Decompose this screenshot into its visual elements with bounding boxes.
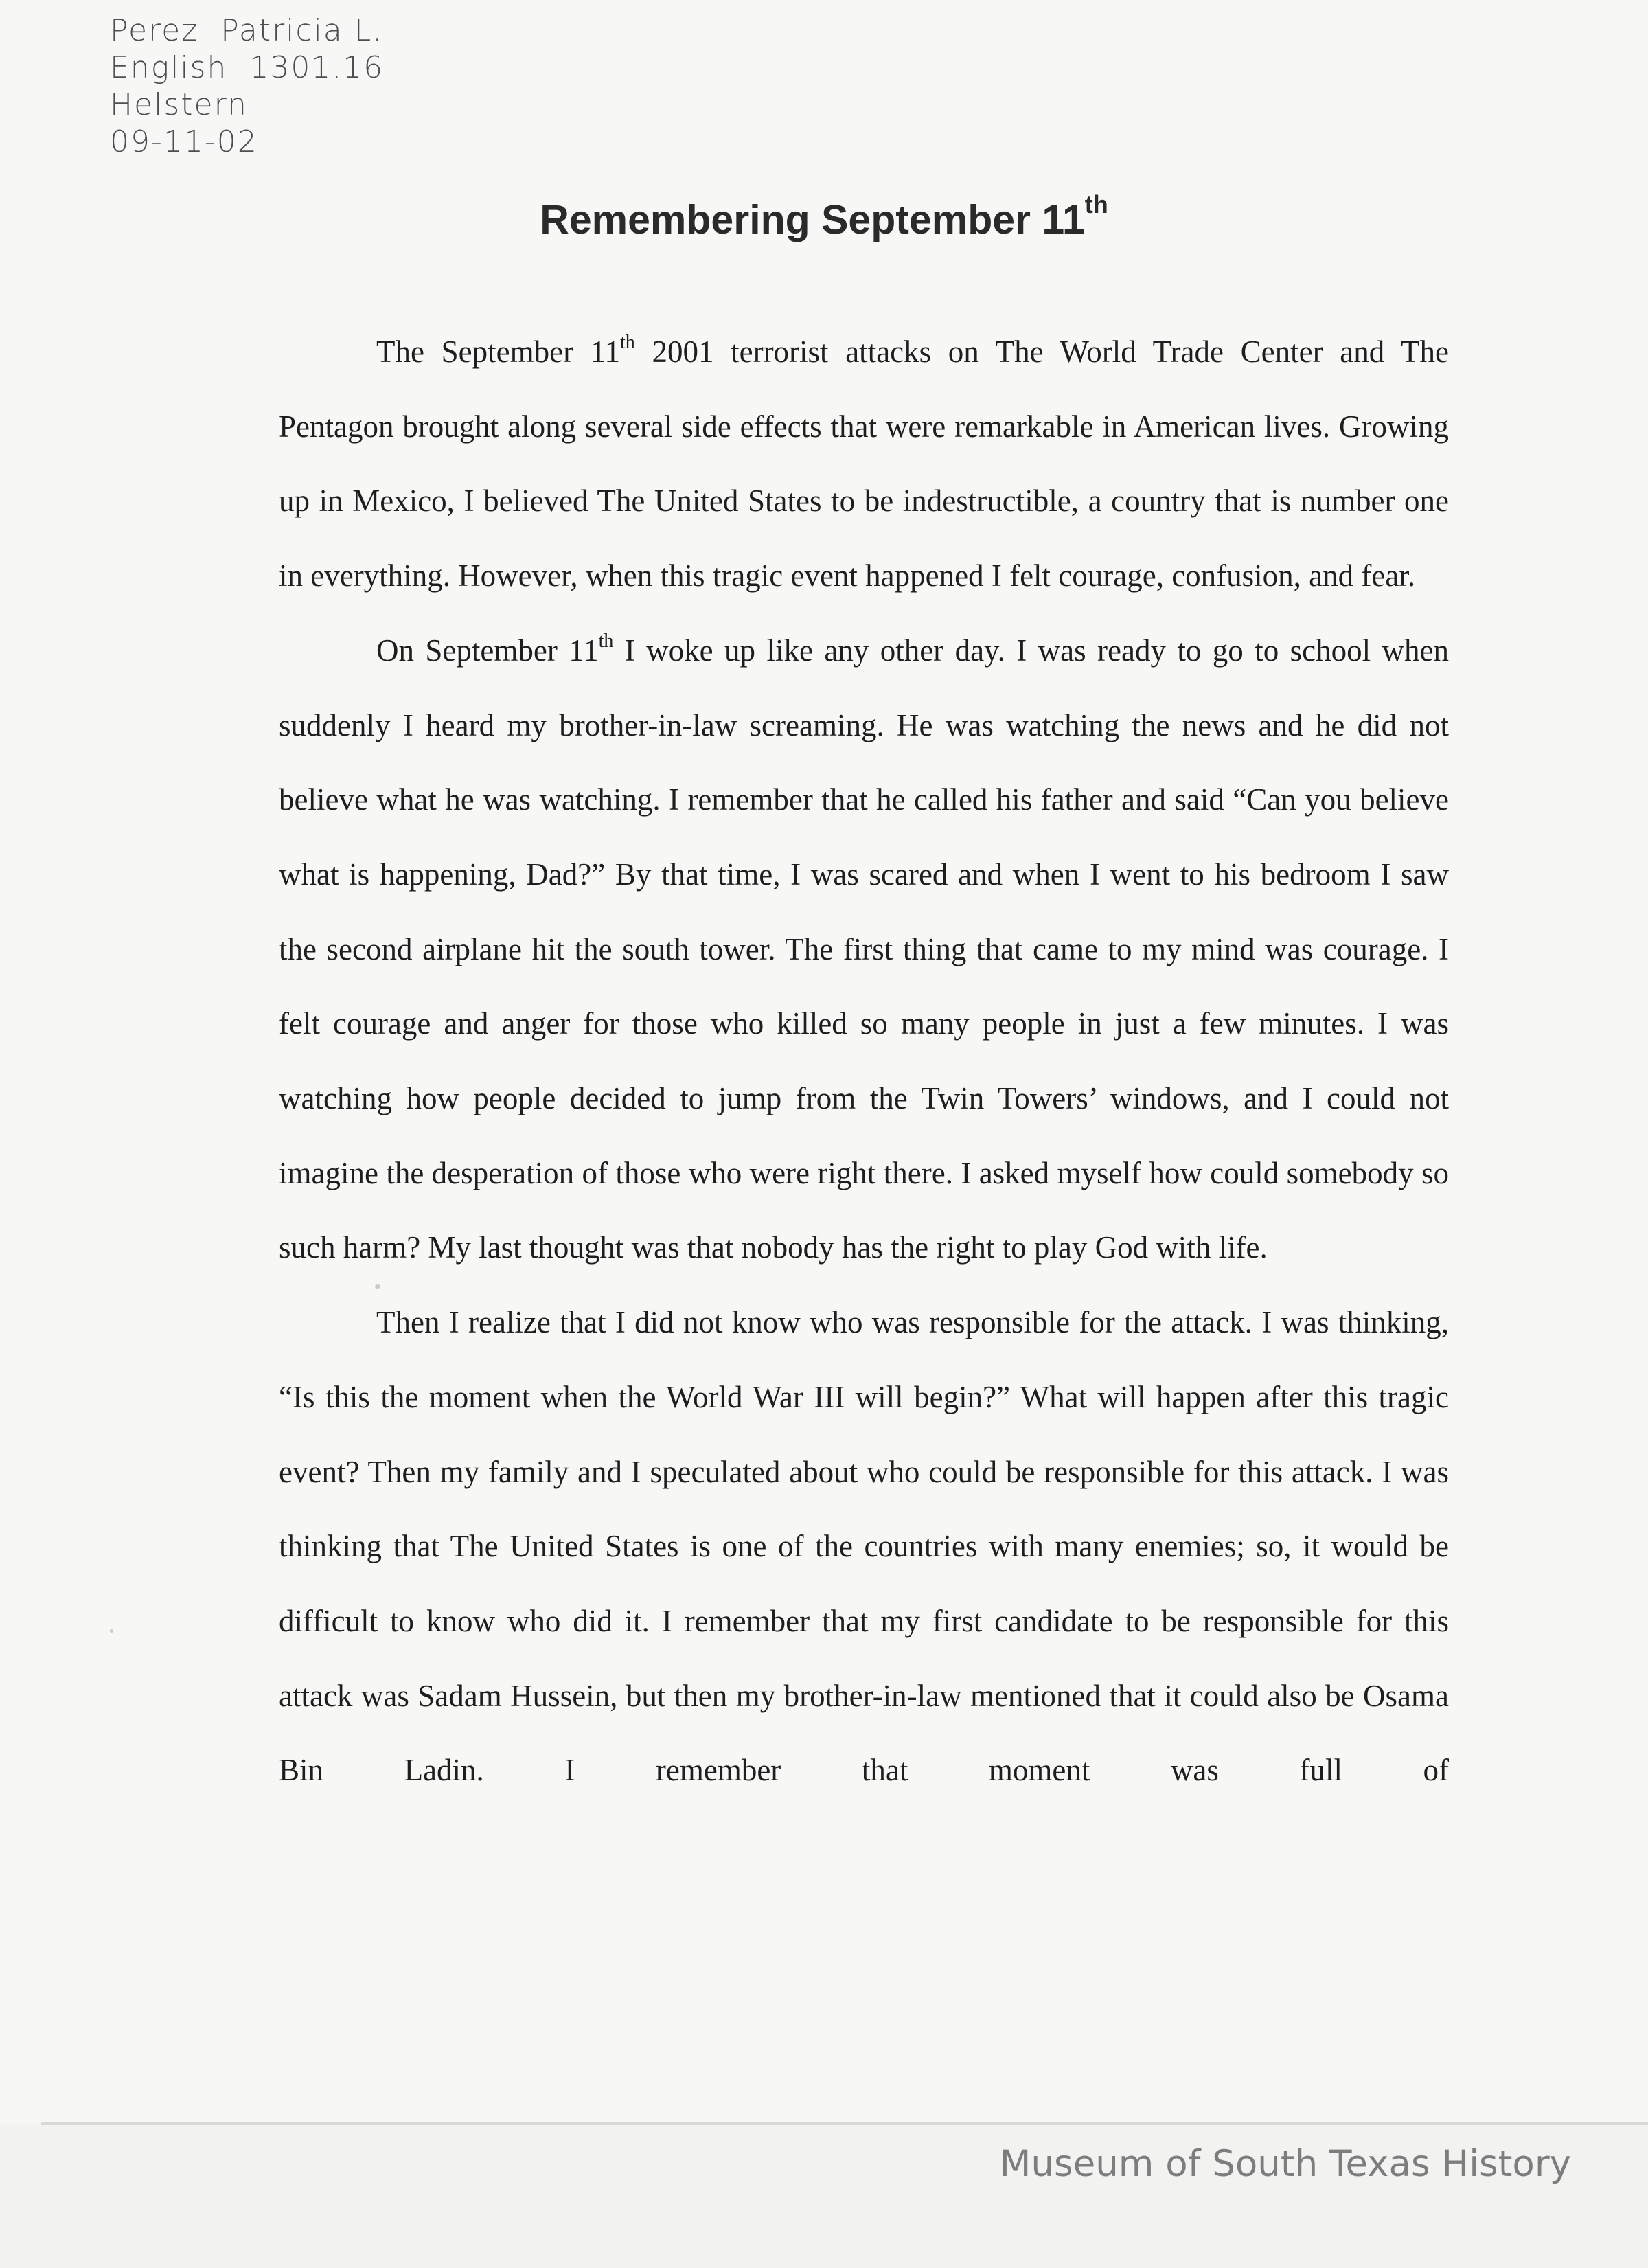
essay-title-text: Remembering September 11 bbox=[540, 197, 1085, 242]
instructor-name: Helstern bbox=[110, 87, 248, 122]
handwritten-header bbox=[110, 12, 384, 161]
paragraph-1-superscript: th bbox=[620, 332, 635, 353]
essay-paragraph-3: Then I realize that I did not know who was responsible for the attack. I was thinking, “Is this the moment when the World War III will begin?” What will happen after this tragic event? Then my family and I speculated about who could be responsible for this attack. I was thinking that The United States is one of the countries with many enemies; so, it would be difficult to know who did it. I remember that my first candidate to be responsible for this attack was Sadam Hussein, but then my brother-in-law mentioned that it could also be Osama Bin Ladin. I remember that moment was full of bbox=[279, 1305, 1449, 1788]
essay-title bbox=[275, 190, 1373, 243]
paragraph-1-opening: The September 11 bbox=[376, 334, 621, 369]
paragraph-1-body: 2001 terrorist attacks on The World Trade Center and The Pentagon brought along several side effects that were remarkable in American lives. Growing up in Mexico, I believed The United States to be indestructible, a country that is number one in everything. However, when this tragic event happened I felt courage, confusion, and fear. bbox=[279, 334, 1449, 593]
scan-speck bbox=[110, 1629, 113, 1633]
essay-title-superscript: th bbox=[1084, 190, 1108, 218]
student-name: Perez Patricia L. bbox=[110, 13, 384, 48]
essay-paragraph-1 bbox=[279, 315, 1449, 613]
museum-watermark: Museum of South Texas History bbox=[999, 2143, 1571, 2185]
essay-date: 09-11-02 bbox=[110, 124, 258, 159]
paragraph-2-opening: On September 11 bbox=[376, 633, 599, 668]
paragraph-2-superscript: th bbox=[598, 630, 614, 652]
course-number: English 1301.16 bbox=[110, 50, 385, 85]
essay-paragraph-2 bbox=[279, 613, 1449, 1285]
essay-body bbox=[279, 315, 1449, 1808]
paragraph-2-body: I woke up like any other day. I was ready to go to school when suddenly I heard my brother-in-law screaming. He was watching the news and he did not believe what he was watching. I remember that he called his father and said “Can you believe what is happening, Dad?” By that time, I was scared and when I went to his bedroom I saw the second airplane hit the south tower. The first thing that came to my mind was courage. I felt courage and anger for those who killed so many people in just a few minutes. I was watching how people decided to jump from the Twin Towers’ windows, and I could not imagine the desperation of those who were right there. I asked myself how could somebody so such harm? My last thought was that nobody has the right to play God with life. bbox=[279, 633, 1449, 1265]
